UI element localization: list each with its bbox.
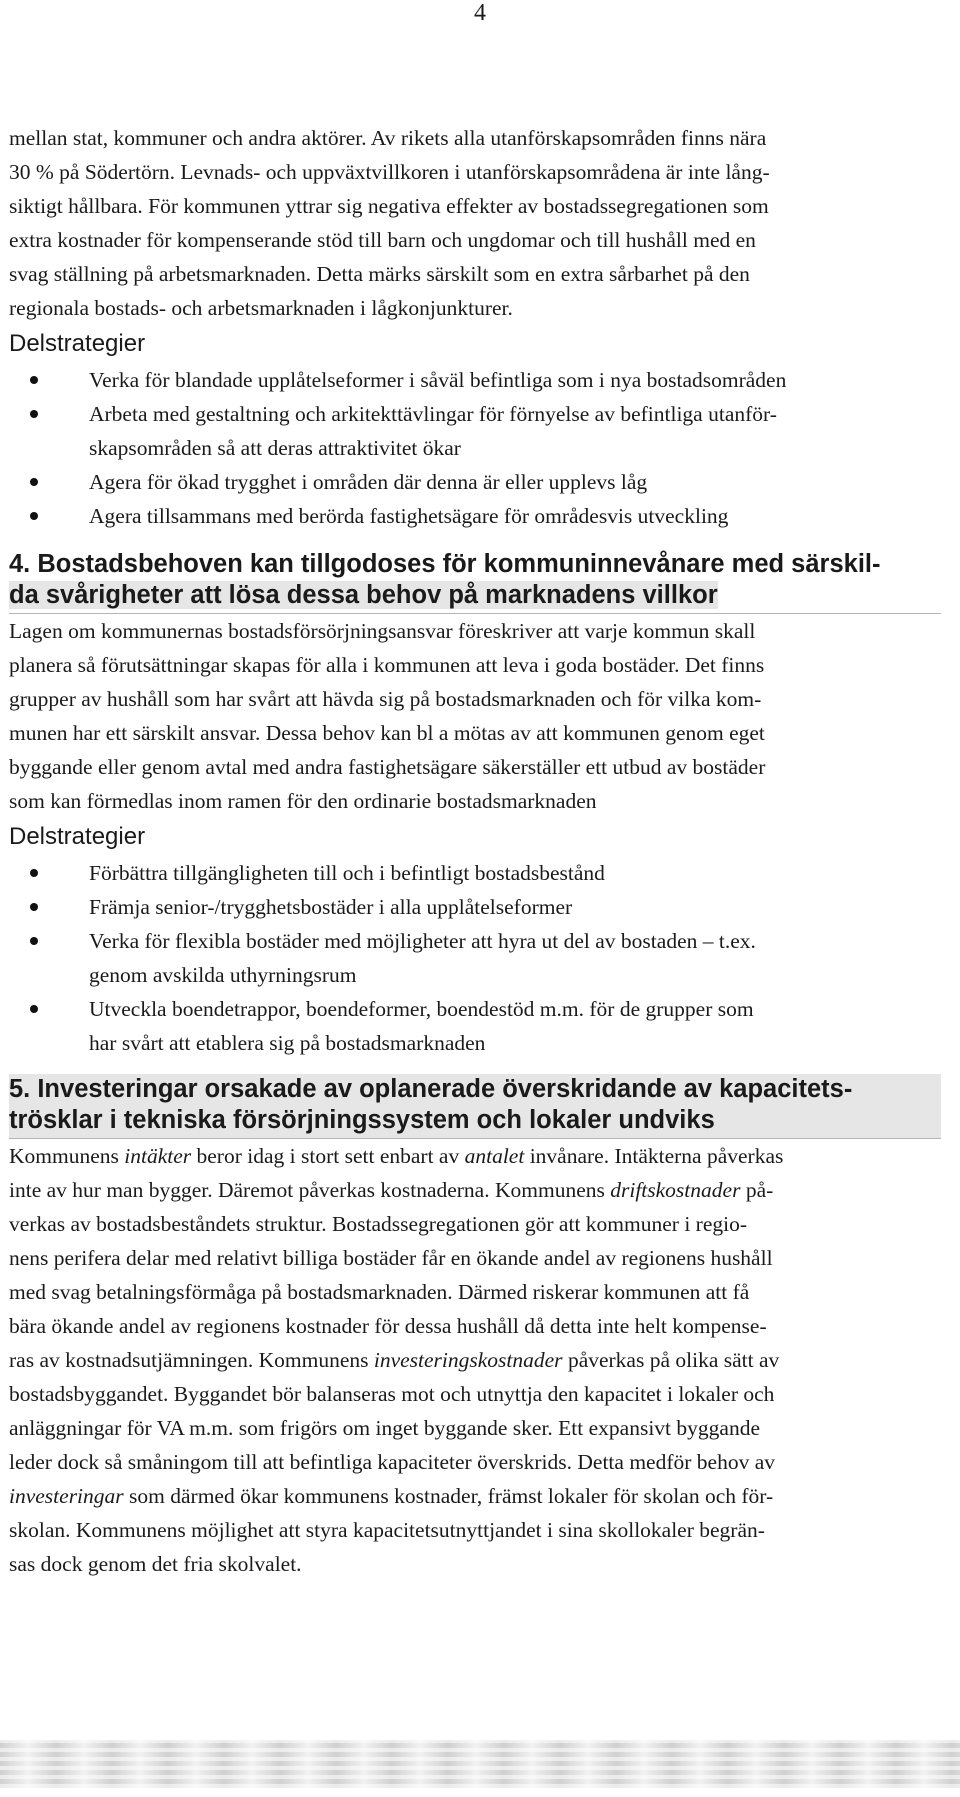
footer-wave-band: [0, 1740, 960, 1788]
delstrategier-list: [9, 856, 941, 1060]
intro-line: siktigt hållbara. För kommunen yttrar sig negativa effekter av bostadssegregationen som: [9, 194, 769, 218]
list-item: Verka för blandade upplåtelseformer i såväl befintliga som i nya bostadsområden: [9, 363, 941, 397]
list-item: Förbättra tillgängligheten till och i befintligt bostadsbestånd: [9, 856, 941, 890]
intro-paragraph: [9, 121, 941, 325]
section-4-heading: [9, 549, 941, 614]
delstrategier-heading: Delstrategier: [9, 823, 146, 850]
section-5-heading: [9, 1074, 941, 1139]
intro-line: 30 % på Södertörn. Levnads- och uppväxtvillkoren i utanförskapsområdena är inte lång-: [9, 160, 770, 184]
intro-line: svag ställning på arbetsmarknaden. Detta märks särskilt som en extra sårbarhet på den: [9, 262, 750, 286]
page-content: [9, 121, 941, 1581]
list-item: Arbeta med gestaltning och arkitekttävlingar för förnyelse av befintliga utanför- skapsområden så att deras attraktivitet ökar: [9, 397, 941, 465]
section-5-heading-line: 5. Investeringar orsakade av oplanerade överskridande av kapacitets-: [9, 1075, 853, 1103]
page-number: 4: [474, 0, 486, 26]
list-item: Agera för ökad trygghet i områden där denna är eller upplevs låg: [9, 465, 941, 499]
delstrategier-list: [9, 363, 941, 533]
intro-line: mellan stat, kommuner och andra aktörer. Av rikets alla utanförskapsområden finns nära: [9, 126, 767, 150]
list-item: Främja senior-/trygghetsbostäder i alla upplåtelseformer: [9, 890, 941, 924]
footer-wave-stripes: [0, 1740, 960, 1788]
intro-line: regionala bostads- och arbetsmarknaden i lågkonjunkturer.: [9, 296, 513, 320]
section-5-heading-line: trösklar i tekniska försörjningssystem och lokaler undviks: [9, 1106, 715, 1134]
list-item: Agera tillsammans med berörda fastighetsägare för områdesvis utveckling: [9, 499, 941, 533]
section-4-paragraph: Lagen om kommunernas bostadsförsörjningsansvar föreskriver att varje kommun skall planera så förutsättningar skapas för alla i kommunen att leva i goda bostäder. Det finns grupper av hushåll som har svårt att hävda sig på bostadsmarknaden och för vilka kom- munen har ett särskilt ansvar. Dessa behov kan bl a mötas av att kommunen genom eget byggande eller genom avtal med andra fastighetsägare säkerställer ett utbud av bostäder som kan förmedlas inom ramen för den ordinarie bostadsmarknaden: [9, 619, 766, 813]
list-item: Utveckla boendetrappor, boendeformer, boendestöd m.m. för de grupper som har svårt att etablera sig på bostadsmarknaden: [9, 992, 941, 1060]
intro-line: extra kostnader för kompenserande stöd till barn och ungdomar och till hushåll med en: [9, 228, 756, 252]
section-4-heading-line: da svårigheter att lösa dessa behov på marknadens villkor: [9, 581, 718, 609]
section-5-paragraph: Kommunens intäkter beror idag i stort sett enbart av antalet invånare. Intäkterna påverkas inte av hur man bygger. Däremot påverkas kostnaderna. Kommunens driftskostnader på- verkas av bostadsbeståndets struktur. Bostadssegregationen gör att kommuner i regio- nens perifera delar med relativt billiga bostäder får en ökande andel av regionens hushåll med svag betalningsförmåga på bostadsmarknaden. Därmed riskerar kommunen att få bära ökande andel av regionens kostnader för dessa hushåll då detta inte helt kompense- ras av kostnadsutjämningen. Kommunens investeringskostnader påverkas på olika sätt av bostadsbyggandet. Byggandet bör balanseras mot och utnyttja den kapacitet i lokaler och anläggningar för VA m.m. som frigörs om inget byggande sker. Ett expansivt byggande leder dock så småningom till att befintliga kapaciteter överskrids. Detta medför behov av investeringar som därmed ökar kommunens kostnader, främst lokaler för skolan och för- skolan. Kommunens möjlighet att styra kapacitetsutnyttjandet i sina skollokaler begrän- sas dock genom det fria skolvalet.: [9, 1144, 784, 1576]
section-4-heading-line: 4. Bostadsbehoven kan tillgodoses för kommuninnevånare med särskil-: [9, 550, 881, 578]
delstrategier-heading: Delstrategier: [9, 330, 146, 357]
list-item: Verka för flexibla bostäder med möjligheter att hyra ut del av bostaden – t.ex. genom avskilda uthyrningsrum: [9, 924, 941, 992]
